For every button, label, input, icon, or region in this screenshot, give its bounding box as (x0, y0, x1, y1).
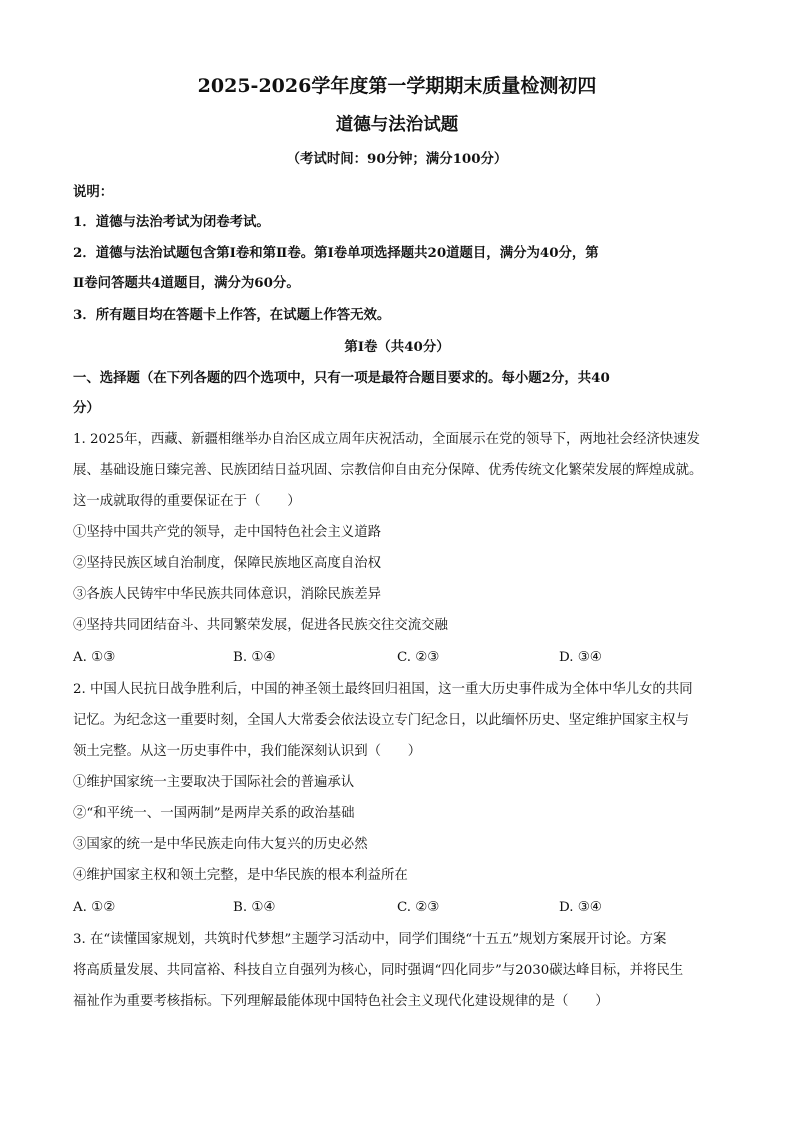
question-1-statement-2: ②坚持民族区域自治制度，保障民族地区高度自治权 (73, 556, 381, 571)
volume-title: 第Ⅰ卷（共40分） (344, 339, 450, 355)
section-heading-line-2: 分） (73, 400, 100, 416)
question-1-stem-line-3: 这一成就取得的重要保证在于（ ） (73, 494, 301, 509)
instruction-item-3: 3．所有题目均在答题卡上作答，在试题上作答无效。 (73, 307, 391, 323)
question-1-stem-line-1: 1. 2025年，西藏、新疆相继举办自治区成立周年庆祝活动，全面展示在党的领导下，两地社会经济快速发 (73, 432, 700, 447)
question-2-statement-2: ②“和平统一、一国两制”是两岸关系的政治基础 (73, 806, 355, 821)
question-2-option-c: C. ②③ (397, 900, 440, 915)
exam-title: 2025-2026学年度第一学期期末质量检测初四 (197, 75, 597, 97)
section-heading-line-1: 一、选择题（在下列各题的四个选项中，只有一项是最符合题目要求的。每小题2分，共40 (73, 370, 610, 386)
question-1-stem-line-2: 展、基础设施日臻完善、民族团结日益巩固、宗教信仰自由充分保障、优秀传统文化繁荣发展的辉煌成就。 (73, 463, 703, 478)
question-1-statement-4: ④坚持共同团结奋斗、共同繁荣发展，促进各民族交往交流交融 (73, 618, 448, 633)
question-1-statement-1: ①坚持中国共产党的领导，走中国特色社会主义道路 (73, 525, 381, 540)
question-1-option-a: A. ①③ (73, 650, 116, 665)
question-2-statement-3: ③国家的统一是中华民族走向伟大复兴的历史必然 (73, 837, 368, 852)
question-2-stem-line-3: 领土完整。从这一历史事件中，我们能深刻认识到（ ） (73, 744, 422, 759)
question-1-option-d: D. ③④ (559, 650, 602, 665)
question-3-stem-line-1: 3. 在“读懂国家规划，共筑时代梦想”主题学习活动中，同学们围绕“十五五”规划方案展开讨论。方案 (73, 932, 667, 947)
question-2-option-b: B. ①④ (233, 900, 276, 915)
subject-title: 道德与法治试题 (335, 115, 459, 135)
exam-info: （考试时间：90分钟；满分100分） (286, 151, 508, 167)
question-2-option-d: D. ③④ (559, 900, 602, 915)
question-2-option-a: A. ①② (73, 900, 116, 915)
question-3-stem-line-2: 将高质量发展、共同富裕、科技自立自强列为核心，同时强调“四化同步”与2030碳达峰目标，并将民生 (73, 963, 684, 978)
instruction-item-2-line-1: 2．道德与法治试题包含第Ⅰ卷和第Ⅱ卷。第Ⅰ卷单项选择题共20道题目，满分为40分，第 (73, 245, 599, 261)
instruction-item-2-line-2: Ⅱ卷问答题共4道题目，满分为60分。 (73, 275, 300, 291)
question-2-stem-line-2: 记忆。为纪念这一重要时刻，全国人大常委会依法设立专门纪念日，以此缅怀历史、坚定维护国家主权与 (73, 713, 689, 728)
question-2-statement-4: ④维护国家主权和领土完整，是中华民族的根本利益所在 (73, 868, 408, 883)
instruction-item-1: 1．道德与法治考试为闭卷考试。 (73, 214, 270, 230)
question-1-statement-3: ③各族人民铸牢中华民族共同体意识，消除民族差异 (73, 587, 381, 602)
question-3-stem-line-3: 福祉作为重要考核指标。下列理解最能体现中国特色社会主义现代化建设规律的是（ ） (73, 994, 609, 1009)
question-2-stem-line-1: 2. 中国人民抗日战争胜利后，中国的神圣领土最终回归祖国，这一重大历史事件成为全体中华儿女的共同 (73, 682, 693, 697)
question-1-option-c: C. ②③ (397, 650, 440, 665)
question-1-option-b: B. ①④ (233, 650, 276, 665)
instructions-heading: 说明： (73, 184, 114, 200)
question-2-statement-1: ①维护国家统一主要取决于国际社会的普遍承认 (73, 775, 355, 790)
